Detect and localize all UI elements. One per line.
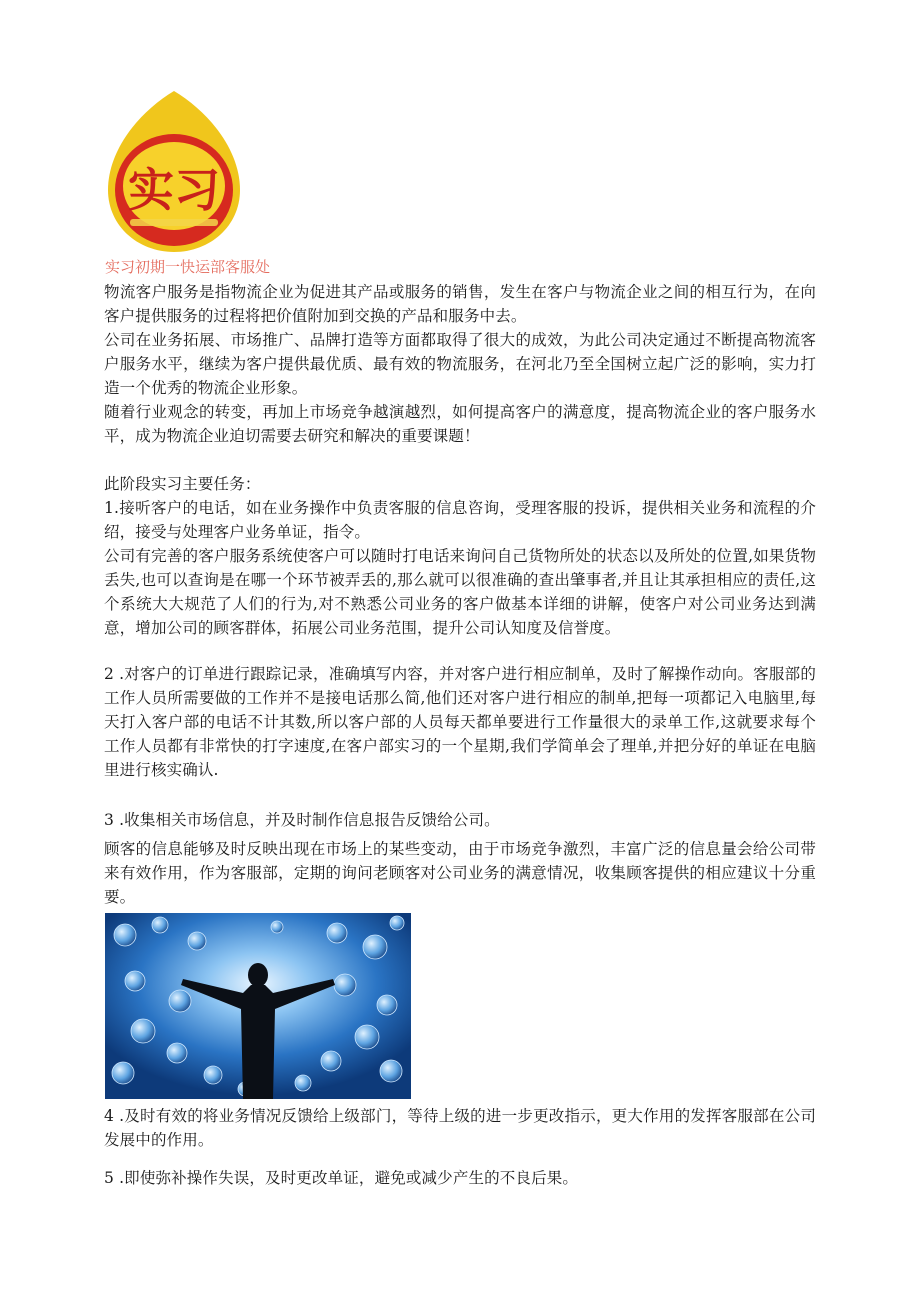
paragraph: 公司在业务拓展、市场推广、品牌打造等方面都取得了很大的成效，为此公司决定通过不断提高物流客户服务水平，继续为客户提供最优质、最有效的物流服务，在河北乃至全国树立起广泛的影响，实力打造一个优秀的物流企业形象。 — [104, 331, 816, 397]
person-network-icons-image — [105, 913, 411, 1099]
paragraph: 随着行业观念的转变，再加上市场竞争越演越烈，如何提高客户的满意度，提高物流企业的客户服务水平，成为物流企业迫切需要去研究和解决的重要课题！ — [104, 403, 816, 445]
paragraph: 此阶段实习主要任务： — [104, 475, 261, 493]
section-subtitle: 实习初期一快运部客服处 — [105, 258, 271, 276]
paragraph: 2 .对客户的订单进行跟踪记录，准确填写内容，并对客户进行相应制单，及时了解操作动向。客服部的工作人员所需要做的工作并不是接电话那么简,他们还对客户进行相应的制单,把每一项都记入电脑里,每天打入客户部的电话不计其数,所以客户部的人员每天都单要进行工作量很大的录单工作,这就要求每个工作人员都有非常快的打字速度,在客户部实习的一个星期,我们学简单会了理单,并把分好的单证在电脑里进行核实确认. — [104, 665, 816, 779]
paragraph: 1.接听客户的电话，如在业务操作中负责客服的信息咨询，受理客服的投诉，提供相关业务和流程的介绍，接受与处理客户业务单证，指令。 — [104, 499, 816, 541]
paragraph: 物流客户服务是指物流企业为促进其产品或服务的销售，发生在客户与物流企业之间的相互行为，在向客户提供服务的过程将把价值附加到交换的产品和服务中去。 — [104, 283, 816, 325]
paragraph: 5 .即使弥补操作失误，及时更改单证，避免或减少产生的不良后果。 — [104, 1169, 579, 1187]
stamp-seal-icon — [104, 88, 244, 256]
logo-text: 实习 — [128, 163, 220, 217]
paragraph: 公司有完善的客户服务系统使客户可以随时打电话来询问自己货物所处的状态以及所处的位置,如果货物丢失,也可以查询是在哪一个环节被弄丢的,那么就可以很准确的查出肇事者,并且让其承担相应的责任,这个系统大大规范了人们的行为,对不熟悉公司业务的客户做基本详细的讲解，使客户对公司业务达到满意，增加公司的顾客群体，拓展公司业务范围，提升公司认知度及信誉度。 — [104, 547, 816, 637]
paragraph: 顾客的信息能够及时反映出现在市场上的某些变动，由于市场竞争激烈，丰富广泛的信息量会给公司带来有效作用，作为客服部，定期的询问老顾客对公司业务的满意情况，收集顾客提供的相应建议十分重要。 — [104, 840, 816, 906]
paragraph: 3 .收集相关市场信息，并及时制作信息报告反馈给公司。 — [104, 811, 500, 829]
paragraph: 4 .及时有效的将业务情况反馈给上级部门，等待上级的进一步更改指示，更大作用的发挥客服部在公司发展中的作用。 — [104, 1107, 816, 1149]
